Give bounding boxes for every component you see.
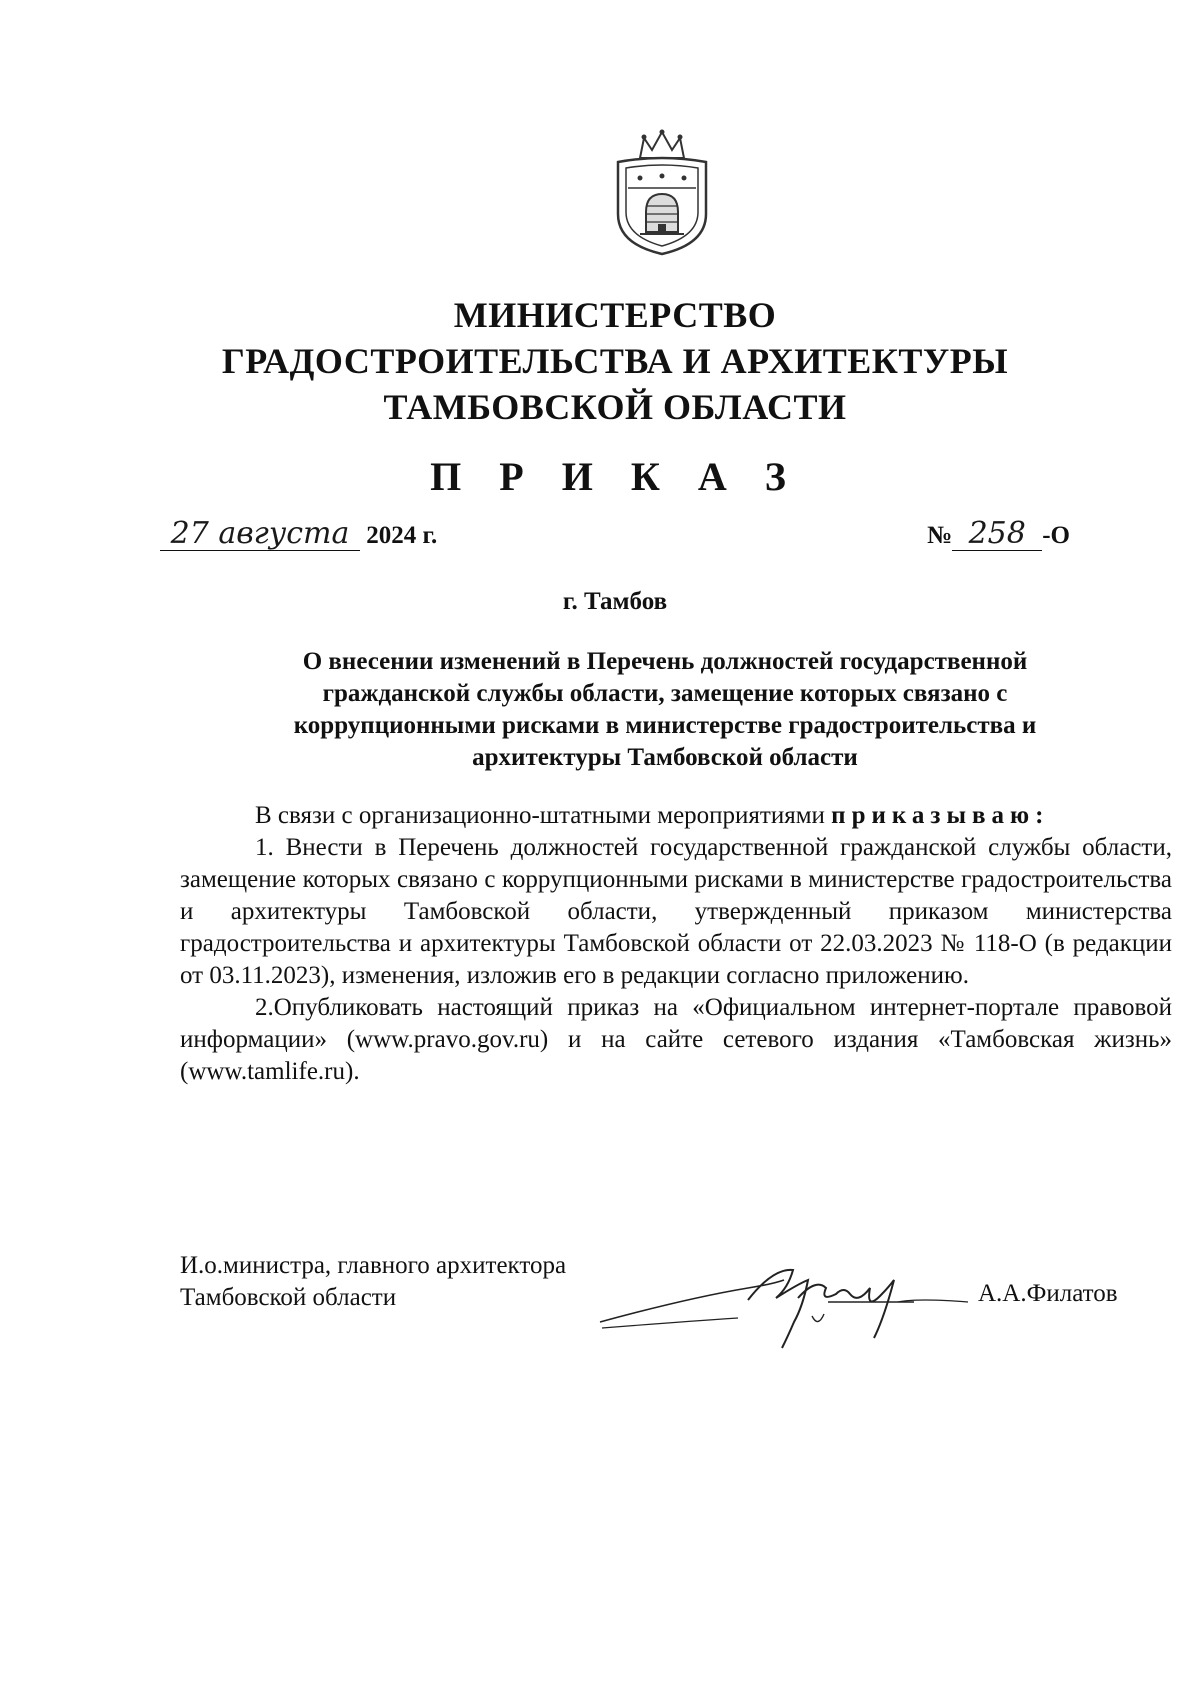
- order-word: приказываю:: [831, 802, 1050, 829]
- document-subject: О внесении изменений в Перечень должностей государственной гражданской службы области, замещение которых связано с коррупционными рисками в министерстве градостроительства и архитектуры Тамбовской области: [293, 648, 1037, 771]
- document-date: [160, 518, 437, 551]
- coat-of-arms-emblem: [610, 128, 714, 258]
- document-city: г. Тамбов: [562, 588, 668, 615]
- ministry-name-line2: ГРАДОСТРОИТЕЛЬСТВА И АРХИТЕКТУРЫ: [221, 341, 1009, 381]
- handwritten-date: 27 августа: [160, 518, 360, 551]
- order-item-1: 1. Внести в Перечень должностей государственной гражданской службы области, замещение которых связано с коррупционными рисками в министерстве градостроительства и архитектуры Тамбовской области, утвержденный приказом министерства градостроительства и архитектуры Тамбовской области от 22.03.2023 № 118-О (в редакции от 03.11.2023), изменения, изложив его в редакции согласно приложению.: [180, 834, 1172, 989]
- signatory-title-line1: И.о.министра, главного архитектора: [180, 1252, 567, 1279]
- signatory-title: [180, 1250, 566, 1314]
- ministry-name-line1: МИНИСТЕРСТВО: [453, 295, 777, 335]
- signatory-name: А.А.Филатов: [978, 1280, 1118, 1307]
- signatory-title-line2: Тамбовской области: [180, 1284, 397, 1311]
- order-item-2: 2.Опубликовать настоящий приказ на «Официальном интернет-портале правовой информации» (www.pravo.gov.ru) и на сайте сетевого издания «Тамбовская жизнь» (www.tamlife.ru).: [180, 994, 1172, 1085]
- intro-text: В связи с организационно-штатными мероприятиями: [255, 802, 832, 829]
- document-type-title: П Р И К А З: [430, 454, 800, 499]
- handwritten-signature: [598, 1258, 978, 1368]
- ministry-name-line3: ТАМБОВСКОЙ ОБЛАСТИ: [383, 387, 847, 427]
- handwritten-number: 258: [952, 518, 1042, 551]
- intro-paragraph: [180, 800, 1172, 832]
- number-prefix: №: [927, 522, 953, 549]
- date-year: 2024 г.: [366, 522, 438, 549]
- document-number: [927, 518, 1070, 551]
- document-body: [180, 800, 1172, 1088]
- number-suffix: -О: [1042, 522, 1070, 549]
